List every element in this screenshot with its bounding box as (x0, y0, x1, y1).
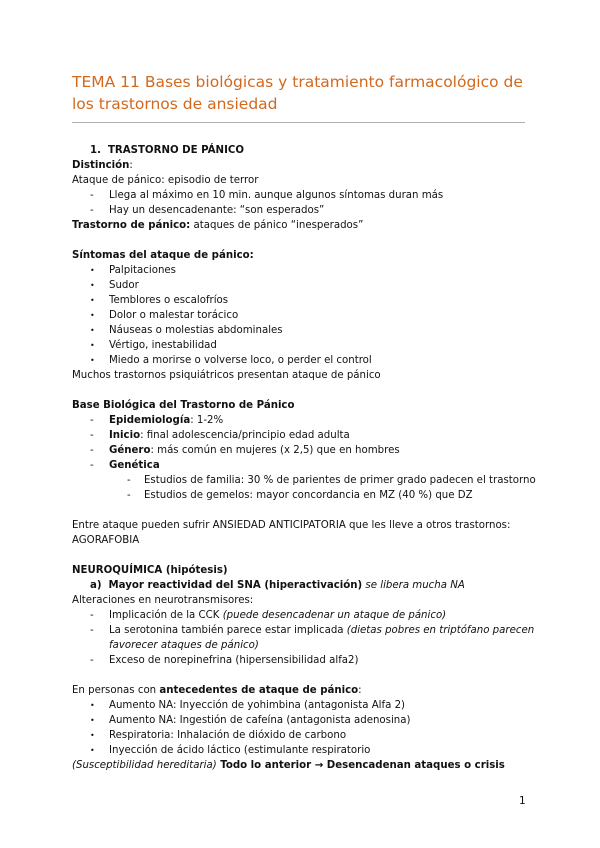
page-number: 1 (519, 795, 526, 807)
distincion-heading: Distinción: (72, 160, 133, 171)
list-item: • Sudor (90, 280, 139, 291)
ataque-line: Ataque de pánico: episodio de terror (72, 175, 259, 186)
entre-line-2: AGORAFOBIA (72, 535, 140, 546)
list-item: - Implicación de la CCK (puede desencadenar un ataque de pánico) (90, 610, 447, 621)
final-line: (Susceptibilidad hereditaria) Todo lo anterior → Desencadenan ataques o crisis (72, 760, 505, 771)
list-item: • Náuseas o molestias abdominales (90, 325, 283, 336)
title-divider (72, 122, 525, 123)
section-title: TRASTORNO DE PÁNICO (107, 145, 245, 156)
list-item: • Dolor o malestar torácico (90, 310, 239, 321)
alteraciones-line: Alteraciones en neurotransmisores: (72, 595, 254, 606)
document-title (72, 71, 532, 115)
list-item: - Estudios de familia: 30 % de parientes de primer grado padecen el trastorno (127, 475, 536, 486)
title-line-2: los trastornos de ansiedad (72, 95, 278, 113)
neuro-heading: NEUROQUÍMICA (hipótesis) (72, 565, 228, 576)
muchos-line: Muchos trastornos psiquiátricos presentan ataque de pánico (72, 370, 381, 381)
entre-line-1: Entre ataque pueden sufrir ANSIEDAD ANTICIPATORIA que les lleve a otros trastornos: (72, 520, 511, 531)
list-item: - Género: más común en mujeres (x 2,5) que en hombres (90, 445, 400, 456)
list-item: - Genética (90, 460, 160, 471)
title-line-1: TEMA 11 Bases biológicas y tratamiento farmacológico de (72, 73, 523, 91)
section-heading (72, 143, 532, 158)
list-item: - Inicio: final adolescencia/principio edad adulta (90, 430, 350, 441)
document-body (72, 143, 536, 773)
list-item: • Aumento NA: Inyección de yohimbina (antagonista Alfa 2) (90, 700, 406, 711)
list-item: • Miedo a morirse o volverse loco, o perder el control (90, 355, 372, 366)
sintomas-heading: Síntomas del ataque de pánico: (72, 250, 254, 261)
list-item: • Vértigo, inestabilidad (90, 340, 217, 351)
list-item: • Respiratoria: Inhalación de dióxido de carbono (90, 730, 347, 741)
list-item-continuation: favorecer ataques de pánico) (109, 640, 259, 651)
list-item: - Estudios de gemelos: mayor concordancia en MZ (40 %) que DZ (127, 490, 473, 501)
list-item: • Inyección de ácido láctico (estimulante respiratorio (90, 745, 371, 756)
list-item: • Aumento NA: Ingestión de cafeína (antagonista adenosina) (90, 715, 411, 726)
list-item: - Llega al máximo en 10 min. aunque algunos síntomas duran más (90, 190, 444, 201)
list-item: - La serotonina también parece estar implicada (dietas pobres en triptófano parecen (90, 625, 535, 636)
trastorno-line: Trastorno de pánico: ataques de pánico “inesperados” (72, 220, 364, 231)
section-number: 1. (90, 145, 101, 156)
list-item: - Hay un desencadenante: “son esperados” (90, 205, 325, 216)
subheading-a: a) Mayor reactividad del SNA (hiperactivación) se libera mucha NA (90, 580, 465, 591)
list-item: • Temblores o escalofríos (90, 295, 229, 306)
list-item: - Epidemiología: 1-2% (90, 415, 224, 426)
base-heading: Base Biológica del Trastorno de Pánico (72, 400, 295, 411)
list-item: - Exceso de norepinefrina (hipersensibilidad alfa2) (90, 655, 359, 666)
personas-line: En personas con antecedentes de ataque de pánico: (72, 685, 362, 696)
list-item: • Palpitaciones (90, 265, 176, 276)
